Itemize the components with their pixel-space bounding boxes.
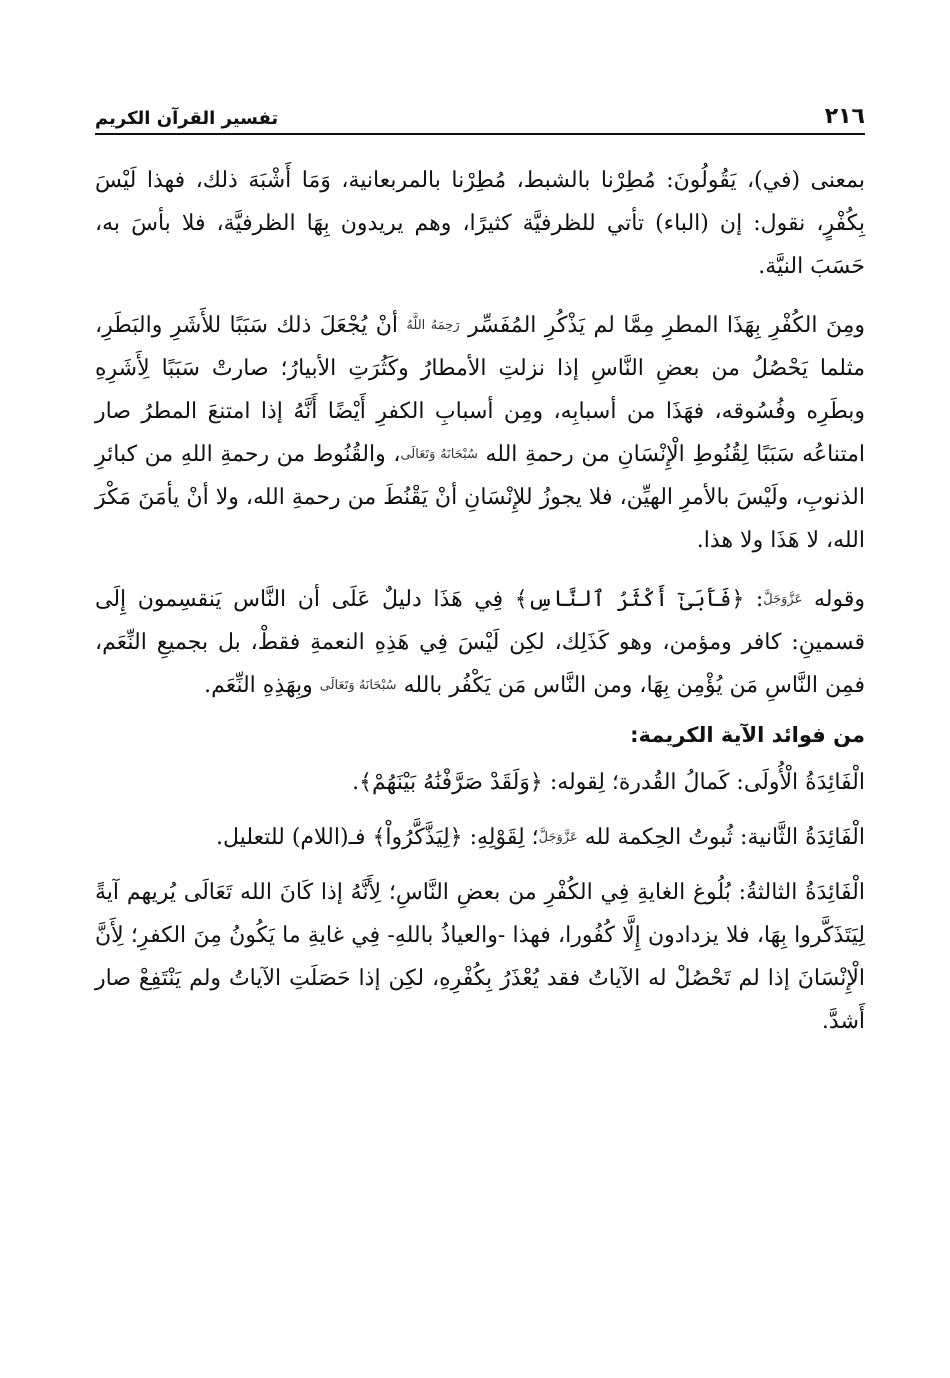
quran-verse: ﴿لِيَذَّكَّرُواْ﴾ xyxy=(372,825,463,850)
paragraph-2-text-b: أنْ يُجْعَلَ ذلك سَبَبًا للأَشَرِ والبَطَرِ، مثلما يَحْصُلُ من بعضِ النَّاسِ إذا نزلتِ الأمطارُ وكَثُرَتِ الأبيارُ؛ صارتْ سَبَبًا لِأَشَرِهِ وبطَرِه وفُسُوقه، فهَذَا من أسبابِه، ومِن أسبابِ الكفرِ أَيْضًا أَنَّهُ إذا امتنعَ المطرُ صار امتناعُه سَبَبًا لِقُنُوطِ الْإِنْسَانِ من رحمةِ الله xyxy=(95,313,865,467)
benefit-3 xyxy=(95,871,865,1043)
benefit-3-text: الْفَائِدَةُ الثالثةُ: بُلُوغ الغايةِ فِي الكُفْرِ من بعضِ النَّاسِ؛ لِأَنَّهُ إذا كَانَ الله تَعَالَى يُريهم آيةً لِيَتَذَكَّروا بِهَا، فلا يزدادون إِلَّا كُفُورا، فهذا -والعياذُ باللهِ- فِي غايةِ ما يَكُونُ مِنَ الكفرِ؛ لِأَنَّ الْإِنْسَانَ إذا لم تَحْصُلْ له الآياتُ فقد يُعْذَرُ بِكُفْرِهِ، لكِن إذا حَصَلَتِ الآياتُ ولم يَنْتَفِعْ صار أَشدَّ. xyxy=(95,880,865,1034)
paragraph-2-text-c: ، والقُنُوط من رحمةِ اللهِ من كبائرِ الذنوبِ، ولَيْسَ بالأمرِ الهيِّن، فلا يجوزُ للإِنْسَانِ أنْ يَقْنُطَ من رحمةِ الله، ولا أنْ يأمَنَ مَكْرَ الله، لا هَذَا ولا هذا. xyxy=(95,442,865,553)
paragraph-2 xyxy=(95,304,865,562)
paragraph-1 xyxy=(95,159,865,288)
honorific-mark: سُبْحَانَهُ وَتَعَالَى xyxy=(400,447,478,462)
paragraph-2-text-a: ومِنَ الكُفْرِ بِهَذَا المطرِ مِمَّا لم يَذْكُرِ المُفَسِّر xyxy=(467,313,865,338)
quran-verse: ﴿وَلَقَدْ صَرَّفْنَٰهُ بَيْنَهُمْ﴾. xyxy=(352,770,543,795)
benefit-1-text: الْفَائِدَةُ الْأُولَى: كَمالُ القُدرة؛ لِقوله: xyxy=(549,770,865,795)
benefit-1 xyxy=(95,761,865,804)
honorific-mark: رَحِمَهُ اللَّهُ xyxy=(406,318,460,333)
paragraph-3-text-b: فِي هَذَا دليلٌ عَلَى أن النَّاس يَنقسِمون إِلَى قسمينِ: كافر ومؤمن، وهو كَذَلِك، لكِن لَيْسَ فِي هَذِهِ النعمةِ فقطْ، بل بجميعِ النِّعَم، فمِن النَّاسِ مَن يُؤْمِن بِهَا، ومن النَّاس مَن يَكْفُر بالله xyxy=(95,587,865,698)
honorific-mark: عَزَّوَجَلَّ xyxy=(538,830,578,845)
book-page xyxy=(95,95,865,1335)
honorific-mark: عَزَّوَجَلَّ xyxy=(763,592,803,607)
page-content xyxy=(95,159,865,1043)
paragraph-3-text-a: وقوله xyxy=(813,587,865,612)
benefit-2-text-b: ؛ لِقَوْلِهِ: xyxy=(469,825,539,850)
page-header xyxy=(95,95,865,135)
section-title: من فوائد الآية الكريمة: xyxy=(630,723,865,747)
book-title: تفسير القرآن الكريم xyxy=(95,108,279,129)
paragraph-1-text: بمعنى (في)، يَقُولُونَ: مُطِرْنا بالشبط، مُطِرْنا بالمربعانية، وَمَا أَشْبَهَ ذلك، فهذا لَيْسَ بِكُفْرٍ، نقول: إن (الباء) تأتي للظرفيَّة كثيرًا، وهم يريدون بِهَا الظرفيَّة، فلا بأسَ به، حَسَبَ النيَّة. xyxy=(95,168,865,279)
benefit-2 xyxy=(95,816,865,859)
benefit-2-text-a: الْفَائِدَةُ الثَّانية: ثُبوتُ الحِكمة لله xyxy=(584,825,865,850)
paragraph-3 xyxy=(95,578,865,707)
honorific-mark: سُبْحَانَهُ وَتَعَالَى xyxy=(319,678,397,693)
benefit-2-text-c: فـ(اللام) للتعليل. xyxy=(216,825,366,850)
quran-verse: : ﴿فَأَبَىٰٓ أَكْثَرُ ٱلنَّاسِ﴾ xyxy=(514,587,764,612)
page-number: ٢١٦ xyxy=(824,104,865,129)
paragraph-3-text-c: وبِهَذِهِ النِّعَم. xyxy=(204,673,313,698)
